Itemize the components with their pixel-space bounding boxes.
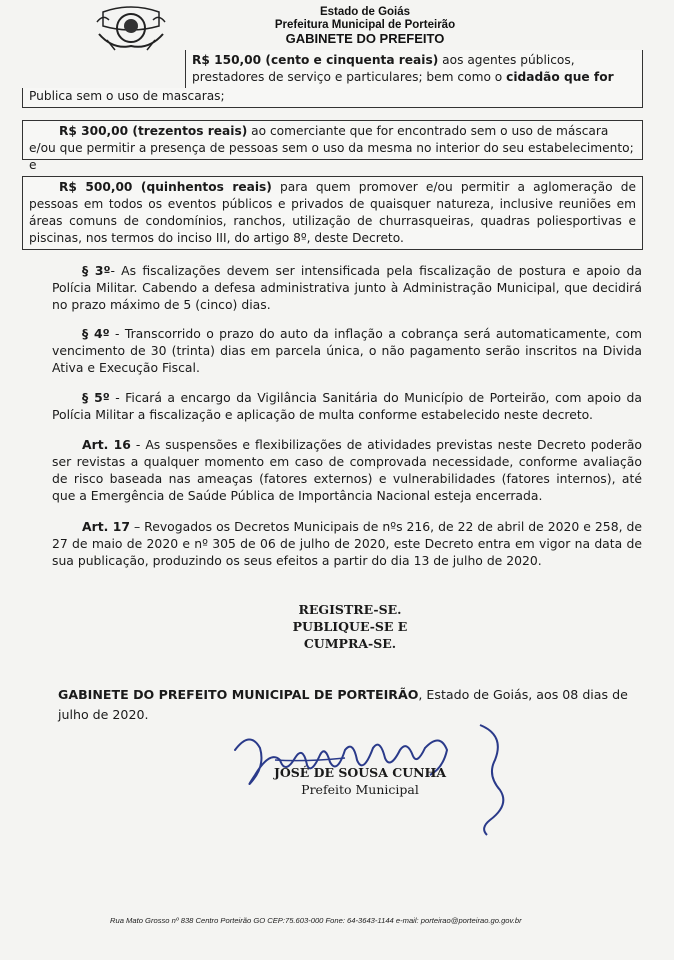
fine-box-150	[185, 50, 643, 90]
fine-text-300: ao comerciante que for encontrado sem o uso de máscara e/ou que permitir a presença de pessoas sem o uso da mesma no interior do seu estabelecimento; e	[29, 124, 634, 172]
signer-block	[265, 764, 455, 798]
fine-emph-150: cidadão que for	[506, 70, 614, 84]
fine-box-300	[22, 120, 643, 172]
paragraph-4	[52, 325, 642, 376]
gabinete-name: GABINETE DO PREFEITO MUNICIPAL DE PORTEIRÃO	[58, 687, 419, 702]
article-16-label: Art. 16	[82, 437, 131, 452]
fine-amount-500: R$ 500,00 (quinhentos reais)	[59, 180, 272, 194]
closing-register: REGISTRE-SE.	[298, 602, 402, 617]
paragraph-3-label: § 3º	[82, 263, 111, 278]
article-17	[52, 518, 642, 569]
footer-address: Rua Mato Grosso nº 838 Centro Porteirão GO CEP:75.603-000 Fone: 64-3643-1144 e-mail: porteirao@porteirao.go.gov.br	[110, 916, 522, 925]
article-17-label: Art. 17	[82, 519, 130, 534]
fine-box-500	[22, 176, 643, 250]
paragraph-4-label: § 4º	[82, 326, 110, 341]
paragraph-4-text: - Transcorrido o prazo do auto da inflação a cobrança será automaticamente, com vencimento de 30 (trinta) dias em parcela única, o não pagamento serão inscritos na Divida Ativa e Execução Fiscal.	[52, 326, 642, 375]
fine-amount-300: R$ 300,00 (trezentos reais)	[59, 124, 248, 138]
article-16-text: - As suspensões e flexibilizações de atividades previstas neste Decreto poderão ser revistas a qualquer momento em caso de comprovada necessidade, conforme avaliação de risco baseada nas ameaças (fatores externos) e vulnerabilidades (fatores internos), até que a Emergência de Saúde Pública de Importância Nacional esteja encerrada.	[52, 437, 642, 503]
paragraph-5	[52, 389, 642, 423]
article-16	[52, 436, 642, 504]
header-office: GABINETE DO PREFEITO	[285, 31, 445, 46]
document-header	[215, 6, 515, 46]
signer-name: JOSÉ DE SOUSA CUNHA	[273, 765, 447, 780]
closing-formula	[280, 601, 420, 652]
closing-comply: CUMPRA-SE.	[303, 636, 397, 651]
paragraph-5-text: - Ficará a encargo da Vigilância Sanitária do Município de Porteirão, com apoio da Polícia Militar a fiscalização e aplicação de multa conforme estabelecido neste decreto.	[52, 390, 642, 422]
paragraph-3	[52, 262, 642, 313]
municipal-crest-icon	[93, 4, 169, 54]
fine-box-150-continued	[22, 88, 643, 108]
fine-text-150-cont: Publica sem o uso de mascaras;	[29, 89, 225, 103]
paragraph-3-text: - As fiscalizações devem ser intensificada pela fiscalização de postura e apoio da Polícia Militar. Cabendo a defesa administrativa junto à Administração Municipal, que decidirá no prazo máximo de 5 (cinco) dias.	[52, 263, 642, 312]
gabinete-statement	[58, 685, 658, 725]
header-state: Estado de Goiás	[319, 6, 411, 18]
gabinete-text: , Estado de Goiás, aos 08 dias de julho de 2020.	[58, 687, 628, 722]
fine-amount-150: R$ 150,00 (cento e cinquenta reais)	[192, 53, 439, 67]
header-prefecture: Prefeitura Municipal de Porteirão	[274, 19, 456, 31]
fine-text-500: para quem promover e/ou permitir a aglomeração de pessoas em todos os eventos públicos e privados de quaisquer natureza, inclusive reuniões em áreas comuns de condomínios, ranchos, utilização de churrasqueiras, quadras poliesportivas e piscinas, nos termos do inciso III, do artigo 8º, deste Decreto.	[29, 180, 636, 245]
fine-text-150: aos agentes públicos, prestadores de serviço e particulares; bem como o	[192, 53, 575, 84]
paragraph-5-label: § 5º	[82, 390, 110, 405]
article-17-text: – Revogados os Decretos Municipais de nºs 216, de 22 de abril de 2020 e 258, de 27 de maio de 2020 e nº 305 de 06 de julho de 2020, este Decreto entra em vigor na data de sua publicação, produzindo os seus efeitos a partir do dia 13 de julho de 2020.	[52, 519, 642, 568]
signer-title: Prefeito Municipal	[301, 782, 419, 797]
closing-publish: PUBLIQUE-SE E	[292, 619, 408, 634]
